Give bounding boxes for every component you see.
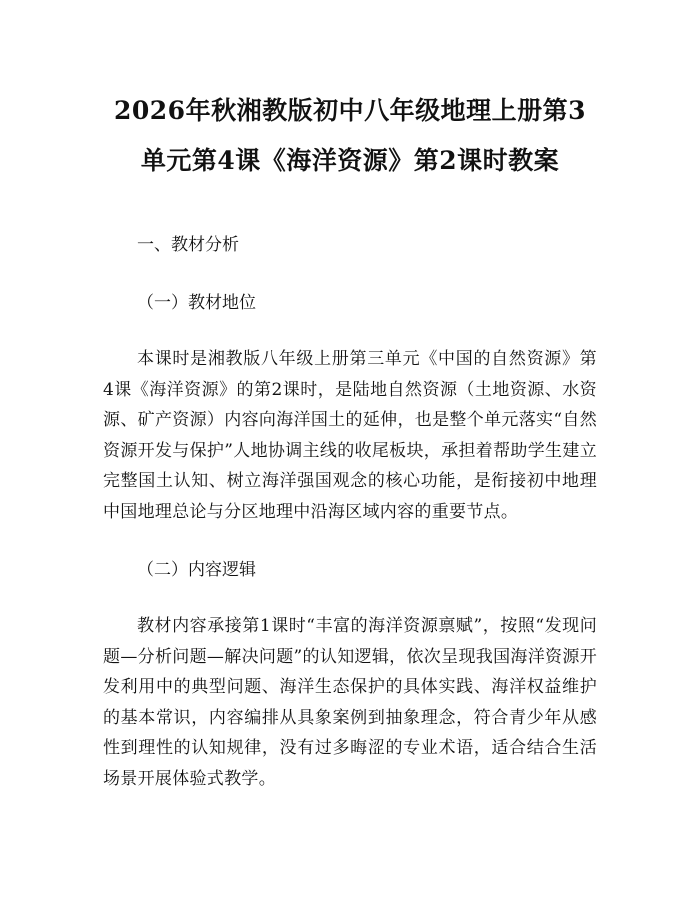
section-heading-textbook-analysis: 一、教材分析: [137, 235, 239, 255]
document-title: 2026年秋湘教版初中八年级地理上册第3单元第4课《海洋资源》第2课时教案: [114, 96, 586, 175]
subsection-heading-textbook-position: （一）教材地位: [137, 293, 256, 313]
paragraph-content-logic: 教材内容承接第1课时“丰富的海洋资源禀赋”，按照“发现问题—分析问题—解决问题”的认知逻辑，依次呈现我国海洋资源开发利用中的典型问题、海洋生态保护的具体实践、海洋权益维护的基本常识，内容编排从具象案例到抽象理念，符合青少年从感性到理性的认知规律，没有过多晦涩的专业术语，适合结合生活场景开展体验式教学。: [103, 616, 597, 789]
paragraph-textbook-position: 本课时是湘教版八年级上册第三单元《中国的自然资源》第4课《海洋资源》的第2课时，是陆地自然资源（土地资源、水资源、矿产资源）内容向海洋国土的延伸，也是整个单元落实“自然资源开发与保护”人地协调主线的收尾板块，承担着帮助学生建立完整国土认知、树立海洋强国观念的核心功能，是衔接初中地理中国地理总论与分区地理中沿海区域内容的重要节点。: [103, 349, 597, 522]
subsection-heading-content-logic: （二）内容逻辑: [137, 560, 256, 580]
